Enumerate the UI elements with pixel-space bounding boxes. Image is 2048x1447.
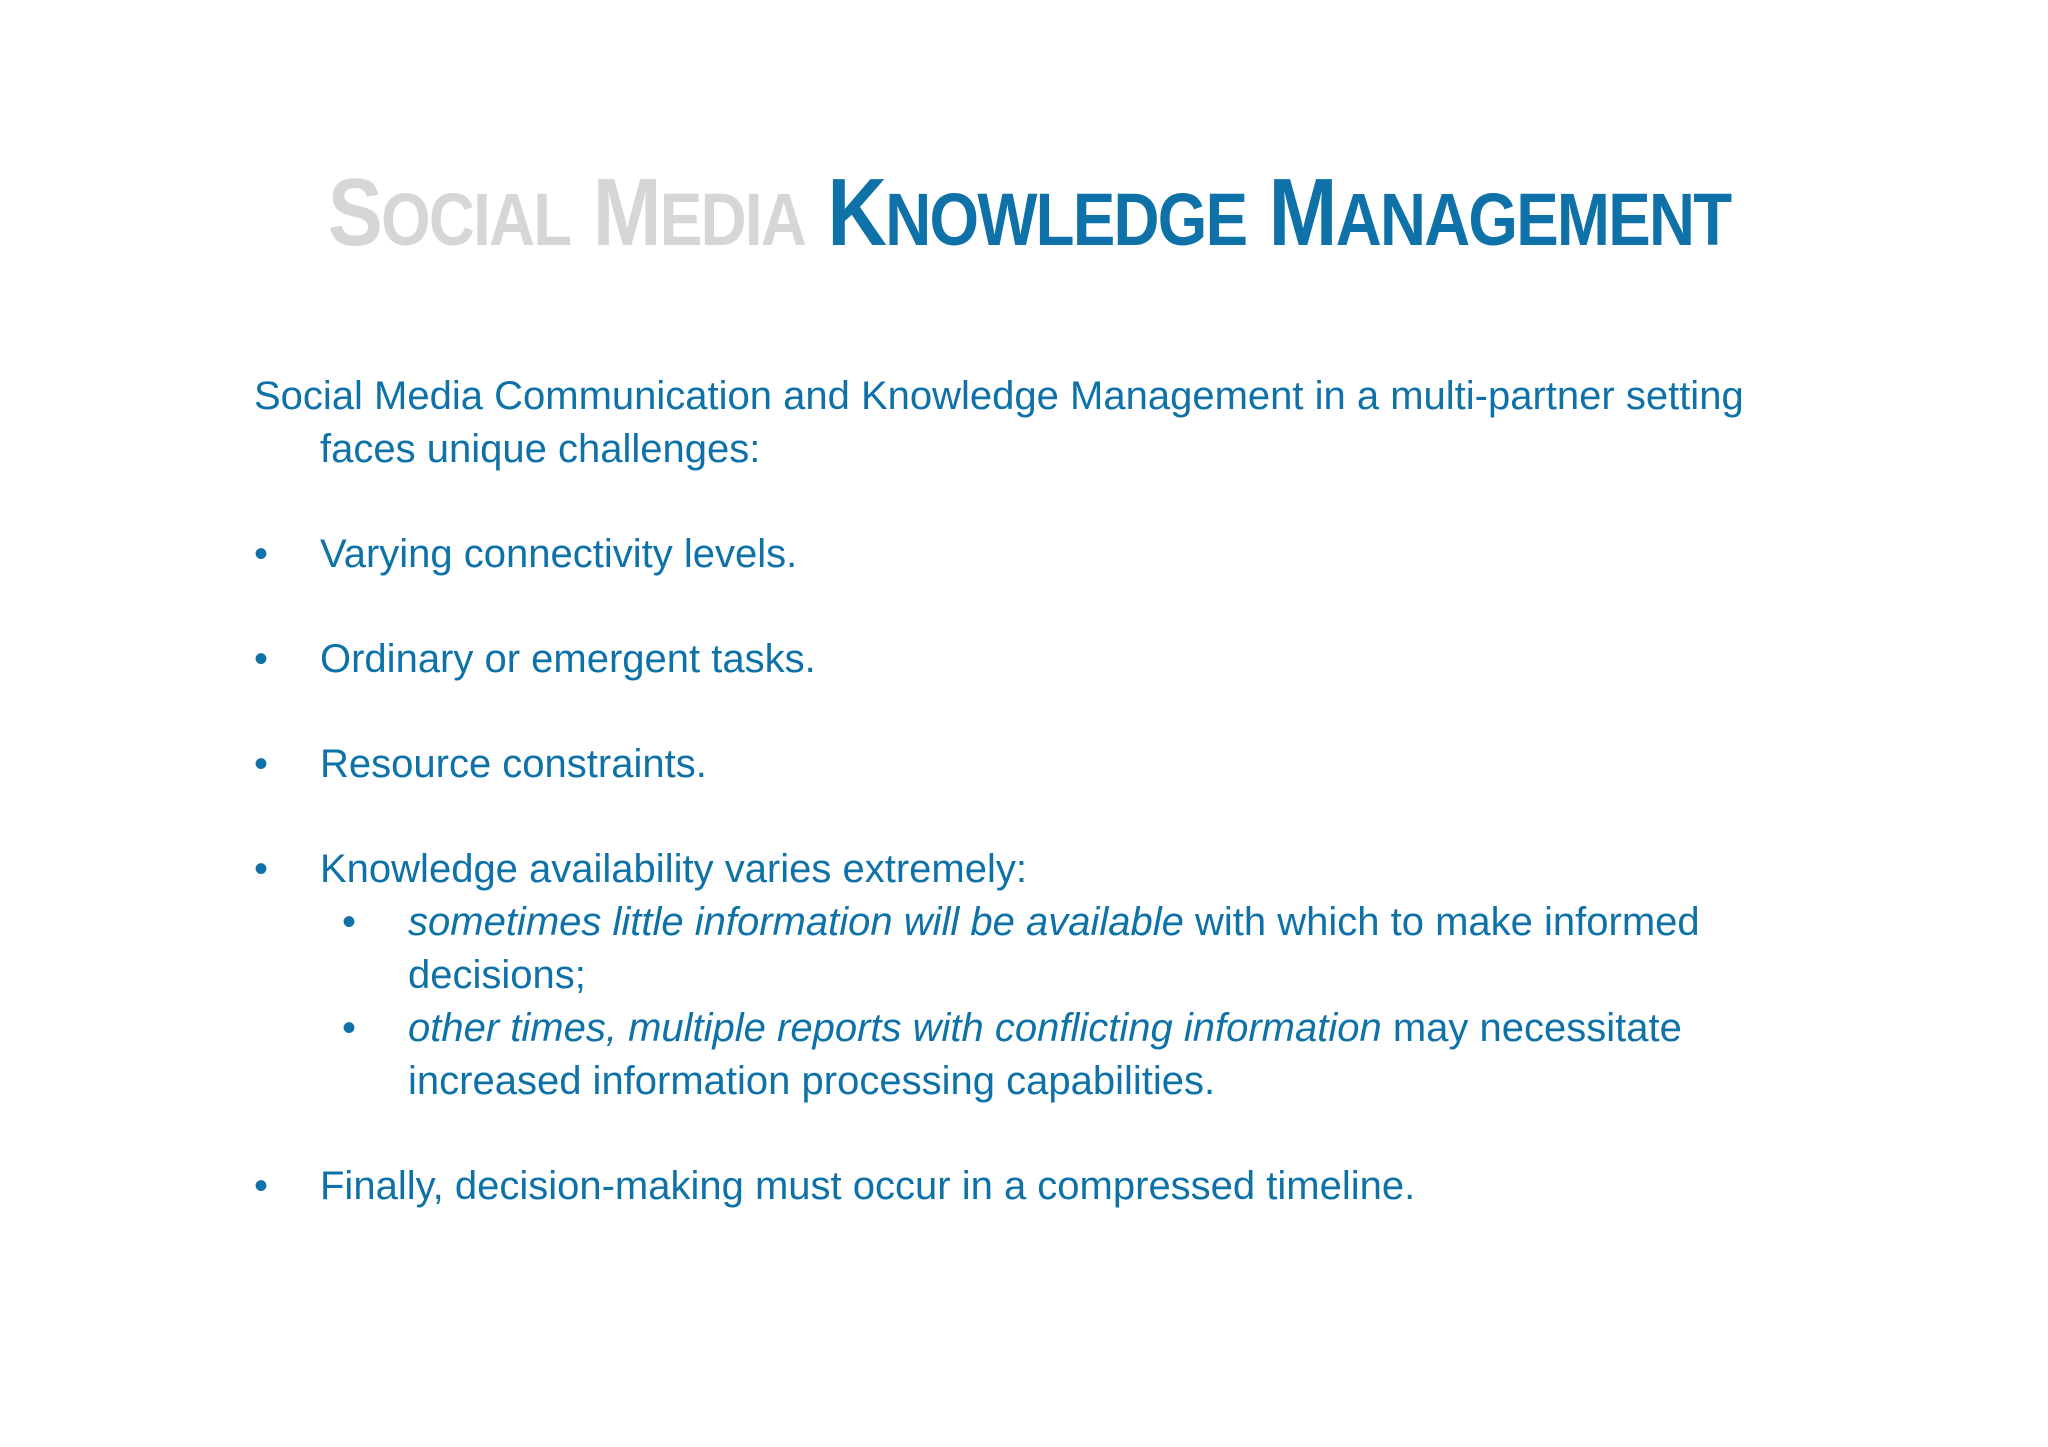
bullet-text: Finally, decision-making must occur in a compressed timeline. [320, 1164, 1416, 1208]
sub-bullet-dot-icon: • [342, 1006, 357, 1050]
bullet-item-resources [254, 738, 1814, 791]
sub-bullet-emphasis: sometimes little information will be available [408, 900, 1184, 944]
bullet-item-connectivity [254, 528, 1814, 581]
bullet-dot-icon: • [254, 1164, 269, 1208]
sub-bullet-text: with which to make informed decisions; [408, 900, 1700, 997]
bullet-item-tasks [254, 633, 1814, 686]
bullet-text: Resource constraints. [320, 742, 707, 786]
slide-body [254, 370, 1814, 1265]
bullet-item-timeline [254, 1160, 1814, 1213]
title-word-media: MEDIA [592, 159, 806, 266]
bullet-dot-icon: • [254, 637, 269, 681]
sub-bullet-dot-icon: • [342, 900, 357, 944]
bullet-item-knowledge [254, 843, 1814, 896]
sub-bullet-item-conflicting-info [254, 1002, 1814, 1108]
title-word-management: MANAGEMENT [1268, 159, 1731, 266]
bullet-dot-icon: • [254, 742, 269, 786]
sub-bullet-emphasis: other times, multiple reports with conflicting information [408, 1006, 1382, 1050]
title-word-social: SOCIAL [327, 159, 571, 266]
title-word-knowledge: KNOWLEDGE [827, 159, 1247, 266]
intro-paragraph: Social Media Communication and Knowledge Management in a multi-partner setting faces unique challenges: [254, 374, 1744, 471]
sub-bullet-item-little-info [254, 896, 1814, 1002]
sub-bullet-text: may necessitate increased information processing capabilities. [408, 1006, 1682, 1103]
bullet-dot-icon: • [254, 532, 269, 576]
bullet-text: Ordinary or emergent tasks. [320, 637, 816, 681]
sub-bullet-list [254, 896, 1814, 1108]
bullet-text: Knowledge availability varies extremely: [320, 847, 1027, 891]
bullet-dot-icon: • [254, 847, 269, 891]
slide-title [148, 159, 1909, 266]
bullet-text: Varying connectivity levels. [320, 532, 798, 576]
